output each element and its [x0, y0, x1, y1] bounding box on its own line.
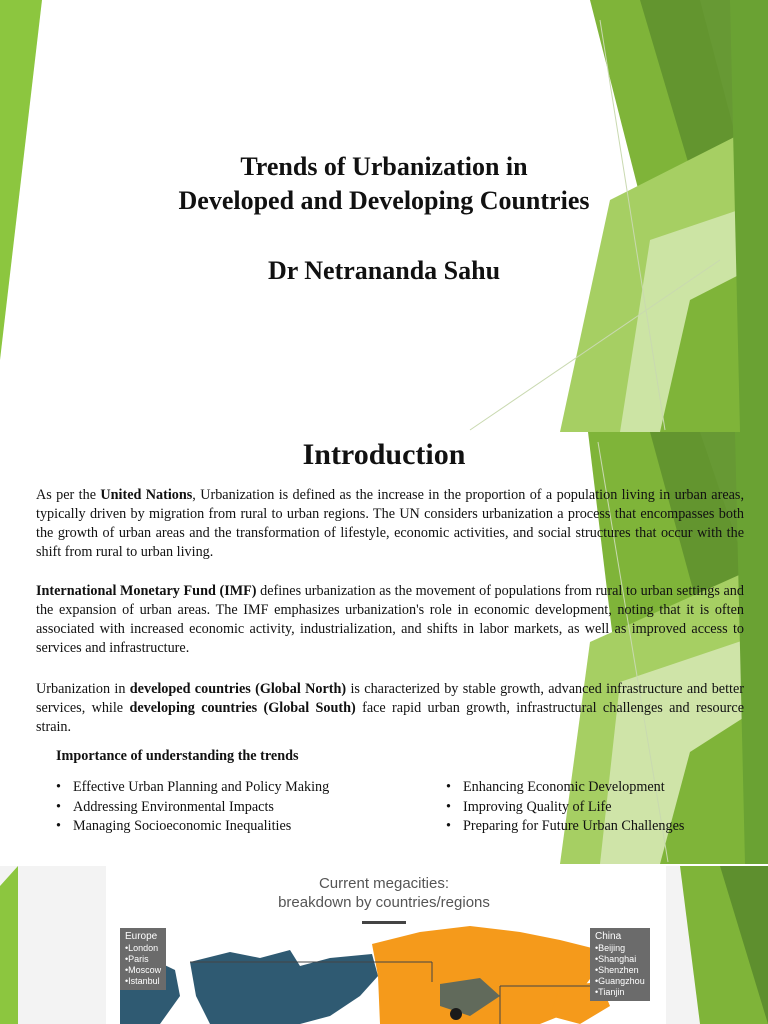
- list-item: • Addressing Environmental Impacts: [56, 798, 329, 818]
- list-item: • Managing Socioeconomic Inequalities: [56, 817, 329, 837]
- bullet-list-right: [446, 778, 684, 837]
- text-run: As per the: [36, 487, 101, 503]
- presentation-title: [0, 150, 768, 218]
- title-line-1: Trends of Urbanization in: [240, 152, 528, 181]
- text-run: face rapid urban growth, infrastructural challenges and resource strain.: [36, 700, 745, 735]
- megacities-slide: [0, 866, 768, 1024]
- city-list: [595, 943, 645, 998]
- list-item: • Enhancing Economic Development: [446, 778, 684, 798]
- text-run-bold: United Nations: [100, 487, 193, 503]
- list-item: • Shanghai: [595, 954, 645, 965]
- paragraph-global: [36, 680, 744, 737]
- title-underline: [362, 921, 406, 924]
- author-name: Dr Netrananda Sahu: [267, 256, 501, 285]
- text-run-bold: developing countries (Global South): [129, 700, 356, 716]
- paragraph-imf: [36, 582, 744, 658]
- text-run-bold: International Monetary Fund (IMF): [36, 583, 257, 599]
- map-title: [0, 874, 768, 912]
- list-item: • Paris: [125, 954, 161, 965]
- text-run-bold: developed countries (Global North): [129, 681, 347, 697]
- map-title-line-2: breakdown by countries/regions: [278, 894, 490, 911]
- region-name: Europe: [125, 931, 158, 942]
- list-item: • Moscow: [125, 965, 161, 976]
- title-line-2: Developed and Developing Countries: [178, 186, 590, 215]
- region-name: China: [595, 931, 622, 942]
- introduction-slide: [0, 432, 768, 864]
- list-item: • Tianjin: [595, 987, 645, 998]
- slide-heading: Introduction: [302, 438, 466, 471]
- map-title-line-1: Current megacities:: [318, 875, 450, 892]
- title-slide: [0, 0, 768, 432]
- europe-label-box: [120, 928, 166, 990]
- bullet-list-left: [56, 778, 329, 837]
- text-run: Urbanization in: [36, 681, 130, 697]
- list-item: • Improving Quality of Life: [446, 798, 684, 818]
- list-item: • Guangzhou: [595, 976, 645, 987]
- importance-heading: Importance of understanding the trends: [56, 748, 299, 764]
- china-label-box: [590, 928, 650, 1001]
- text-run: , Urbanization is defined as the increase in the proportion of a population living in urban areas, typically driven by migration from rural to urban regions. The UN considers urbanization a process that encompasses both the growth of urban areas and the transformation of lifestyle, economic activities, and social structures that occur with the shift from rural to urban living.: [36, 487, 744, 560]
- city-list: [125, 943, 161, 987]
- list-item: • Beijing: [595, 943, 645, 954]
- paragraph-un: [36, 486, 744, 562]
- list-item: • Shenzhen: [595, 965, 645, 976]
- list-item: • London: [125, 943, 161, 954]
- list-item: • Effective Urban Planning and Policy Making: [56, 778, 329, 798]
- list-item: • Istanbul: [125, 976, 161, 987]
- list-item: • Preparing for Future Urban Challenges: [446, 817, 684, 837]
- text-run: defines urbanization as the movement of populations from rural to urban settings and the expansion of urban areas. The IMF emphasizes urbanization's role in economic development, noting that it is often associated with increased economic activity, industrialization, and shifts in labor markets, as well as improved access to services and infrastructure.: [36, 583, 744, 656]
- text-run: is characterized by stable growth, advanced infrastructure and better services, while: [36, 681, 744, 716]
